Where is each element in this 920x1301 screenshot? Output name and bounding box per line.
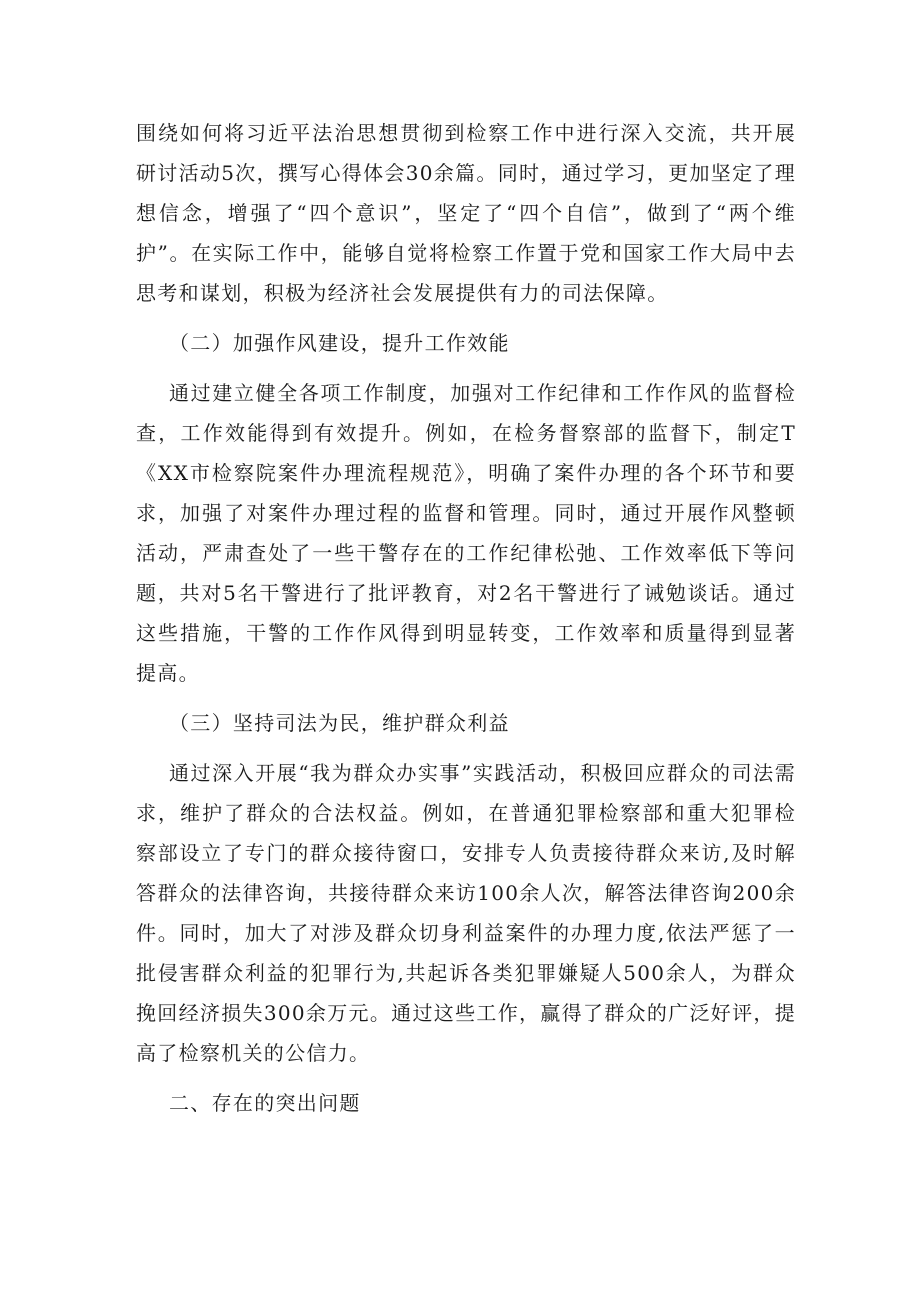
- paragraph-serve-people: 通过深入开展“我为群众办实事”实践活动，积极回应群众的司法需求，维护了群众的合法权益。例如，在普通犯罪检察部和重大犯罪检察部设立了专门的群众接待窗口，安排专人负责接待群众来访,及时解答群众的法律咨询，共接待群众来访100余人次，解答法律咨询200余件。同时，加大了对涉及群众切身利益案件的办理力度,依法严惩了一批侵害群众利益的犯罪行为,共起诉各类犯罪嫌疑人500余人，为群众挽回经济损失300余万元。通过这些工作，赢得了群众的广泛好评，提高了检察机关的公信力。: [136, 761, 796, 1065]
- paragraph-study-outcomes: 围绕如何将习近平法治思想贯彻到检察工作中进行深入交流，共开展研讨活动5次，撰写心得体会30余篇。同时，通过学习，更加坚定了理想信念，增强了“四个意识”，坚定了“四个自信”，做到了“两个维护”。在实际工作中，能够自觉将检察工作置于党和国家工作大局中去思考和谋划，积极为经济社会发展提供有力的司法保障。: [136, 121, 796, 305]
- section-heading-work-style: （二）加强作风建设，提升工作效能: [169, 331, 510, 355]
- paragraph-work-style: 通过建立健全各项工作制度，加强对工作纪律和工作作风的监督检查，工作效能得到有效提升。例如，在检务督察部的监督下，制定T《XX市检察院案件办理流程规范》，明确了案件办理的各个环节和要求，加强了对案件办理过程的监督和管理。同时，通过开展作风整顿活动，严肃查处了一些干警存在的工作纪律松弛、工作效率低下等问题，共对5名干警进行了批评教育，对2名干警进行了诫勉谈话。通过这些措施，干警的工作作风得到明显转变，工作效率和质量得到显著提高。: [136, 381, 796, 685]
- document-body: [136, 113, 796, 1133]
- section-heading-problems: 二、存在的突出问题: [169, 1091, 361, 1115]
- section-heading-serve-people: （三）坚持司法为民，维护群众利益: [169, 711, 510, 735]
